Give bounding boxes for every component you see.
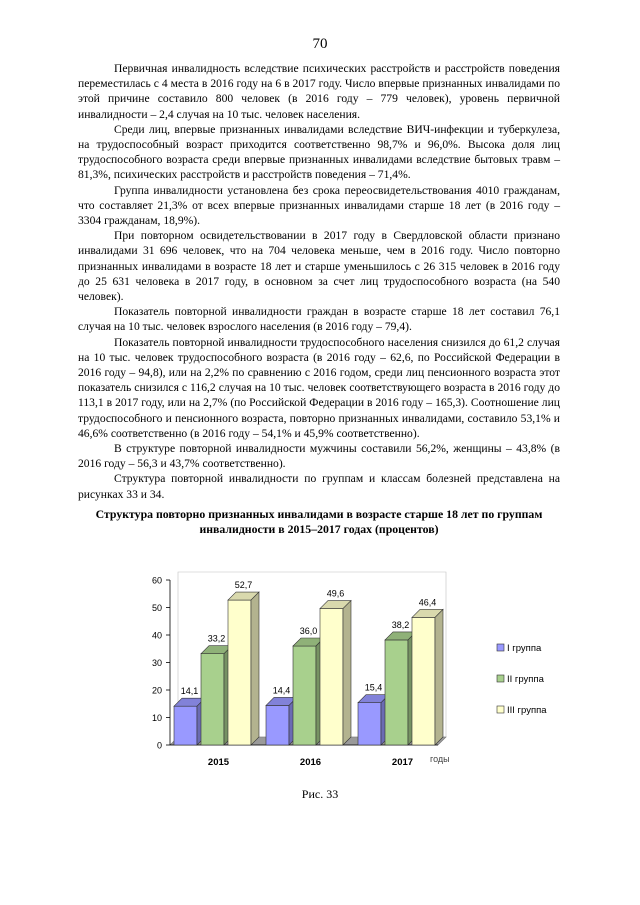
bar-III-группа-2015: [228, 600, 251, 745]
data-label: 36,0: [299, 626, 318, 636]
x-tick-label: 2017: [391, 757, 414, 768]
paragraph: Структура повторной инвалидности по группам и классам болезней представлена на рисунках 33 и 34.: [78, 472, 560, 501]
y-tick-label: 50: [151, 603, 162, 613]
bar-side: [251, 592, 259, 745]
bar-II-группа-2017: [385, 640, 408, 745]
x-tick-label: 2016: [299, 757, 322, 768]
data-label: 15,4: [364, 682, 383, 693]
paragraph: Показатель повторной инвалидности граждан в возрасте старше 18 лет составил 76,1 случая на 10 тыс. человек взрослого населения (в 2016 году – 79,4).: [78, 305, 560, 334]
page-number: 70: [312, 36, 328, 52]
data-label: 46,4: [418, 597, 437, 608]
bar-side: [343, 601, 351, 745]
bar-side: [435, 609, 443, 745]
data-label: 33,2: [207, 633, 226, 644]
legend-swatch: [497, 675, 504, 682]
x-tick-label: 2015: [207, 757, 230, 768]
legend-swatch: [497, 706, 504, 713]
legend-label: I группа: [507, 643, 542, 654]
data-label: 14,4: [272, 685, 291, 696]
bar-chart: [118, 548, 558, 778]
data-label: 49,6: [326, 588, 345, 599]
legend-swatch: [497, 644, 504, 651]
paragraph: Первичная инвалидность вследствие психических расстройств и расстройств поведения переместилась с 4 места в 2016 году на 6 в 2017 году. Число впервые признанных инвалидами по этой причине составило 800 человек (в 2016 году – 779 человек), уровень первичной инвалидности – 2,4 случая на 10 тыс. человек населения.: [78, 62, 560, 121]
y-tick-label: 20: [151, 685, 162, 696]
bar-II-группа-2015: [201, 654, 224, 745]
data-label: 52,7: [234, 580, 253, 591]
data-label: 38,2: [391, 619, 410, 630]
y-tick-label: 60: [151, 575, 162, 586]
y-tick-label: 40: [151, 630, 162, 641]
data-label: 14,1: [180, 686, 199, 697]
bar-III-группа-2016: [320, 609, 343, 745]
paragraph: Группа инвалидности установлена без срока переосвидетельствования 4010 гражданам, что составляет 21,3% от всех впервые признанных инвалидами старше 18 лет (в 2016 году – 3304 гражданам, 18,9%).: [78, 183, 560, 228]
paragraph: Показатель повторной инвалидности трудоспособного населения снизился до 61,2 случая на 10 тыс. человек трудоспособного возраста (в 2016 году – 62,6, по Российской Федерации в 2016 году – 94,8), или на 2,2% по сравнению с 2016 годом, среди лиц пенсионного возраста этот показатель снизился с 116,2 случая на 10 тыс. человек соответствующего возраста в 2016 году до 113,1 в 2017 году, или на 2,7% (по Российской Федерации в 2016 году – 165,3). Соотношение лиц трудоспособного и пенсионного возраста, повторно признанных инвалидами, составило 53,1% и 46,6% соответственно (в 2016 году – 54,1% и 45,9% соответственно).: [78, 335, 560, 440]
bar-I-группа-2017: [358, 703, 381, 745]
bar-II-группа-2016: [293, 646, 316, 745]
body-text: [78, 61, 560, 502]
y-tick-label: 10: [151, 713, 162, 723]
figure-title: Структура повторно признанных инвалидами в возрасте старше 18 лет по группам инвалидности в 2015–2017 годах (процентов): [95, 507, 543, 536]
legend-label: II группа: [507, 674, 544, 685]
paragraph: Среди лиц, впервые признанных инвалидами вследствие ВИЧ-инфекции и туберкулеза, на трудоспособный возраст приходится соответственно 98,7% и 96,0%. Высока доля лиц трудоспособного возраста среди впервые признанных инвалидами вследствие бытовых травм – 81,3%, психических расстройств и расстройств поведения – 71,4%.: [78, 122, 560, 182]
bar-III-группа-2017: [412, 617, 435, 745]
y-tick-label: 0: [156, 740, 162, 751]
legend-label: III группа: [507, 705, 547, 716]
bar-I-группа-2016: [266, 705, 289, 745]
y-tick-label: 30: [151, 658, 162, 668]
paragraph: В структуре повторной инвалидности мужчины составили 56,2%, женщины – 43,8% (в 2016 году – 56,3 и 43,7% соответственно).: [78, 442, 560, 471]
x-axis-title: годы: [430, 754, 450, 764]
paragraph: При повторном освидетельствовании в 2017 году в Свердловской области признано инвалидами 31 696 человек, что на 704 человека меньше, чем в 2016 году. Число повторно признанных инвалидами в возрасте 18 лет и старше уменьшилось с 26 315 человек в 2016 году до 25 631 человека в 2017 году, в основном за счет лиц трудоспособного возраста (на 540 человек).: [78, 229, 560, 304]
figure-caption: Рис. 33: [301, 787, 339, 801]
bar-I-группа-2015: [174, 706, 197, 745]
